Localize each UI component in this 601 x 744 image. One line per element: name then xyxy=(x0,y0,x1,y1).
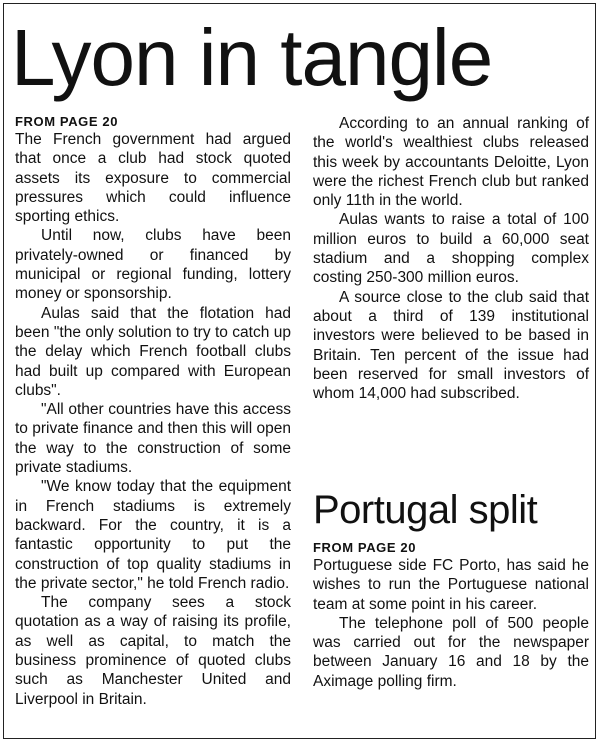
article-paragraph: The French government had argued that once a club had stock quoted assets its exposure to commercial pressures which could influence sporting ethics. xyxy=(15,131,291,226)
article-paragraph: Aulas said that the flotation had been "the only solution to try to catch up the delay which French football clubs had built up compared with European clubs". xyxy=(15,304,291,399)
article-paragraph: The telephone poll of 500 people was carried out for the newspaper between January 16 and 18 by the Aximage polling firm. xyxy=(313,614,589,690)
article-column-left xyxy=(15,114,291,709)
article-paragraph: Portuguese side FC Porto, has said he wishes to run the Portuguese national team at some point in his career. xyxy=(313,557,589,613)
article-paragraph: Aulas wants to raise a total of 100 million euros to build a 60,000 seat stadium and a shopping complex costing 250-300 million euros. xyxy=(313,211,589,287)
article-paragraph: A source close to the club said that about a third of 139 institutional investors were believed to be based in Britain. Ten percent of the issue had been reserved for small investors of whom 14,000 had subscribed. xyxy=(313,288,589,403)
article-column-right xyxy=(313,114,589,403)
from-page-kicker: FROM PAGE 20 xyxy=(313,540,417,555)
article-paragraph: "We know today that the equipment in French stadiums is extremely backward. For the country, it is a fantastic opportunity to put the construction of top quality stadiums in the private sector," he told French radio. xyxy=(15,478,291,592)
article-paragraph: According to an annual ranking of the world's wealthiest clubs released this week by accountants Deloitte, Lyon were the richest French club but ranked only 11th in the world. xyxy=(313,115,589,210)
sub-article-headline: Portugal split xyxy=(313,488,538,532)
sub-article-body xyxy=(313,540,589,691)
article-paragraph: "All other countries have this access to private finance and then this will open the way to the construction of some private stadiums. xyxy=(15,401,291,477)
from-page-kicker: FROM PAGE 20 xyxy=(15,114,119,129)
article-paragraph: The company sees a stock quotation as a way of raising its profile, as well as capital, to match the business prominence of quoted clubs such as Manchester United and Liverpool in Britain. xyxy=(15,594,291,708)
article-paragraph: Until now, clubs have been privately-owned or financed by municipal or regional funding, lottery money or sponsorship. xyxy=(15,227,291,303)
article-headline: Lyon in tangle xyxy=(11,13,493,102)
